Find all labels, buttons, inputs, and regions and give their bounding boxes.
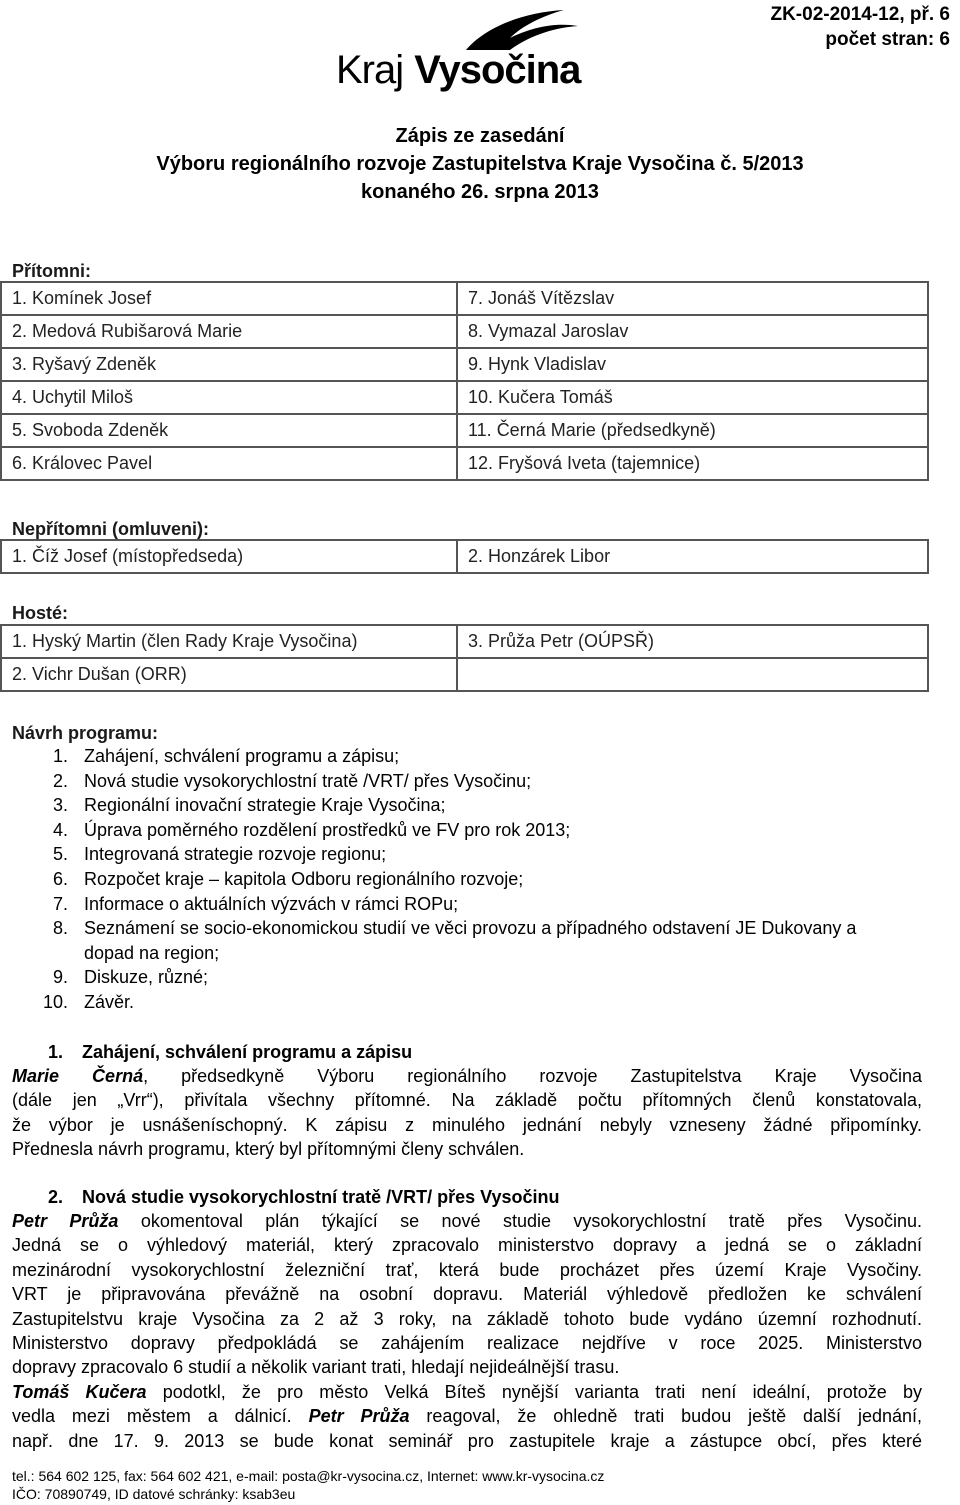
present-table [0, 281, 929, 481]
title-line-3: konaného 26. srpna 2013 [361, 181, 599, 203]
absent-label: Nepřítomni (omluveni): [12, 519, 209, 539]
section-2-number: 2. [48, 1187, 64, 1207]
logo-swoosh-icon [446, 8, 586, 52]
table-cell: 3. Průža Petr (OÚPSŘ) [457, 625, 928, 658]
title-line-2: Výboru regionálního rozvoje Zastupitelstva Kraje Vysočina č. 5/2013 [156, 153, 804, 175]
list-item-number: 4. [52, 819, 68, 840]
table-row [1, 414, 928, 447]
list-item-number: 10. [42, 991, 68, 1012]
list-item-number: 3. [52, 795, 68, 816]
list-item-number: 5. [52, 844, 68, 865]
paragraph-text: že výbor je usnášeníschopný. K zápisu z minulého jednání nebyly vzneseny žádné připomínky. [12, 1114, 922, 1135]
paragraph-text: okomentoval plán týkající se nové studie vysokorychlostní tratě přes Vysočinu. [118, 1211, 922, 1231]
table-row [1, 447, 928, 480]
table-cell: 6. Královec Pavel [1, 447, 457, 480]
table-cell: 1. Hyský Martin (člen Rady Kraje Vysočina) [1, 625, 457, 658]
logo-word-vysocina: Vysočina [414, 48, 581, 92]
section-2-title: Nová studie vysokorychlostní tratě /VRT/ přes Vysočinu [82, 1187, 560, 1207]
table-cell: 10. Kučera Tomáš [457, 381, 928, 414]
list-item-text: Závěr. [84, 991, 135, 1012]
logo-wordmark [336, 48, 580, 92]
paragraph-text: Zastupitelstvu kraje Vysočina za 2 až 3 roky, na základě tohoto bude vydáno územní rozhodnutí. [12, 1308, 922, 1329]
list-item [12, 769, 932, 794]
list-item-text: Nová studie vysokorychlostní tratě /VRT/ přes Vysočinu; [84, 770, 532, 791]
section-1-heading [48, 1040, 412, 1064]
list-item-number: 2. [52, 770, 68, 791]
list-item [12, 793, 932, 818]
program-list [12, 744, 932, 1015]
section-1-number: 1. [48, 1042, 64, 1062]
list-item-number: 6. [52, 868, 68, 889]
table-cell [457, 658, 928, 691]
footer-id-line: IČO: 70890749, ID datové schránky: ksab3eu [12, 1486, 296, 1502]
list-item-text: Integrovaná strategie rozvoje regionu; [84, 844, 387, 865]
list-item-text: Úprava poměrného rozdělení prostředků ve FV pro rok 2013; [84, 819, 571, 840]
page-footer [12, 1467, 604, 1503]
logo-word-kraj: Kraj [336, 48, 404, 92]
list-item [12, 916, 932, 965]
table-cell: 11. Černá Marie (předsedkyně) [457, 414, 928, 447]
speaker-name: Marie Černá [12, 1066, 144, 1086]
list-item-text: Informace o aktuálních výzvách v rámci ROPu; [84, 893, 459, 914]
paragraph-text: podotkl, že pro město Velká Bíteš nynější varianta trati není ideální, protože by [146, 1381, 922, 1402]
table-cell: 12. Fryšová Iveta (tajemnice) [457, 447, 928, 480]
table-cell: 2. Vichr Dušan (ORR) [1, 658, 457, 691]
list-item-text: Diskuze, různé; [84, 967, 209, 988]
list-item-number: 9. [52, 967, 68, 988]
table-cell: 2. Honzárek Libor [457, 540, 928, 573]
table-row [1, 348, 928, 381]
paragraph-text: , předsedkyně Výboru regionálního rozvoje Zastupitelstva Kraje Vysočina [143, 1066, 923, 1086]
table-cell: 1. Číž Josef (místopředseda) [1, 540, 457, 573]
table-cell: 9. Hynk Vladislav [457, 348, 928, 381]
section-1-paragraph [12, 1064, 922, 1162]
table-cell: 4. Uchytil Miloš [1, 381, 457, 414]
table-row [1, 315, 928, 348]
paragraph-text: např. dne 17. 9. 2013 se bude konat seminář pro zastupitele kraje a zástupce obcí, přes které [12, 1430, 922, 1451]
table-cell: 2. Medová Rubišarová Marie [1, 315, 457, 348]
title-line-1: Zápis ze zasedání [395, 125, 565, 147]
footer-contact-line: tel.: 564 602 125, fax: 564 602 421, e-mail: posta@kr-vysocina.cz, Internet: www.kr-vysocina.cz [12, 1468, 605, 1484]
present-label: Přítomni: [12, 261, 91, 281]
paragraph-text: Přednesla návrh programu, který byl přítomnými členy schválen. [12, 1139, 525, 1160]
speaker-name: Petr Průža [12, 1211, 119, 1231]
paragraph-text: mezinárodní vysokorychlostní železniční trať, která bude procházet přes území Kraje Vysočiny. [12, 1259, 922, 1280]
guests-label: Hosté: [12, 603, 69, 623]
list-item [12, 818, 932, 843]
list-item-number: 8. [52, 918, 68, 939]
list-item-number: 1. [52, 746, 68, 766]
list-item-text: Rozpočet kraje – kapitola Odboru regionálního rozvoje; [84, 868, 524, 889]
table-row [1, 282, 928, 315]
list-item-text: Regionální inovační strategie Kraje Vysočina; [84, 795, 446, 816]
document-reference-line-2: počet stran: 6 [825, 29, 950, 50]
table-row [1, 625, 928, 658]
paragraph-text: Ministerstvo dopravy předpokládá se zahájením realizace nejdříve v roce 2025. Ministerstvo [12, 1333, 922, 1354]
table-row [1, 540, 928, 573]
table-cell: 7. Jonáš Vítězslav [457, 282, 928, 315]
kraj-vysocina-logo [336, 8, 598, 90]
table-cell: 5. Svoboda Zdeněk [1, 414, 457, 447]
list-item [12, 892, 932, 917]
document-reference-line-1: ZK-02-2014-12, př. 6 [770, 4, 950, 25]
section-2-heading [48, 1185, 559, 1209]
list-item-number: 7. [52, 893, 68, 914]
speaker-name: Petr Průža [308, 1406, 410, 1427]
speaker-name: Tomáš Kučera [12, 1381, 147, 1402]
paragraph-text: (dále jen „Vrr“), přivítala všechny přítomné. Na základě počtu přítomných členů konstatovala, [12, 1090, 922, 1111]
paragraph-text: VRT je připravována převážně na osobní dopravu. Materiál výhledově předložen ke schválení [12, 1284, 922, 1305]
table-cell: 1. Komínek Josef [1, 282, 457, 315]
table-row [1, 381, 928, 414]
list-item [12, 842, 932, 867]
list-item [12, 867, 932, 892]
list-item-text: Seznámení se socio-ekonomickou studií ve věci provozu a případného odstavení JE Dukovany a dopad na region; [84, 918, 857, 963]
guests-table [0, 624, 929, 692]
list-item [12, 965, 932, 990]
list-item-text: Zahájení, schválení programu a zápisu; [84, 746, 400, 766]
absent-table [0, 539, 929, 574]
paragraph-text: reagoval, že ohledně trati budou ještě další jednání, [409, 1406, 922, 1427]
section-2-paragraph [12, 1209, 922, 1453]
document-title [0, 122, 960, 206]
program-label: Návrh programu: [12, 723, 159, 743]
list-item [12, 744, 932, 769]
list-item [12, 990, 932, 1015]
paragraph-text: dopravy zpracovalo 6 studií a několik variant trati, hledají nejideálnější trasu. [12, 1357, 620, 1378]
section-1-title: Zahájení, schválení programu a zápisu [82, 1042, 413, 1062]
paragraph-text: Jedná se o výhledový materiál, který zpracovalo ministerstvo dopravy a jedná se o základní [12, 1235, 922, 1256]
document-reference [770, 2, 950, 52]
table-cell: 8. Vymazal Jaroslav [457, 315, 928, 348]
table-cell: 3. Ryšavý Zdeněk [1, 348, 457, 381]
paragraph-text: vedla mezi městem a dálnicí. [12, 1406, 309, 1427]
table-row [1, 658, 928, 691]
